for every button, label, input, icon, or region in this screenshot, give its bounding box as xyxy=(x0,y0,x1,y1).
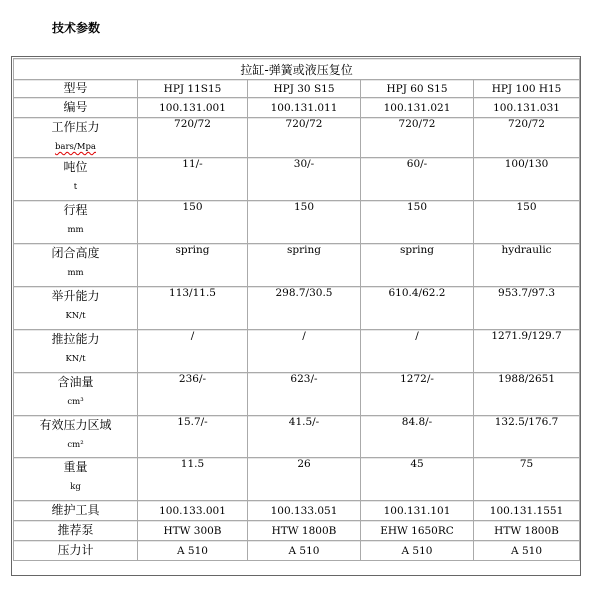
spec-sheet xyxy=(11,56,581,576)
row-label-cell xyxy=(14,373,138,416)
value-cell-col4: hydraulic xyxy=(474,244,580,287)
value-cell-col3: 720/72 xyxy=(361,118,474,158)
value-cell-col2: 100.131.011 xyxy=(248,98,361,118)
value-cell-col3: 610.4/62.2 xyxy=(361,287,474,330)
value-cell-col4: 1988/2651 xyxy=(474,373,580,416)
value-cell-col2: 30/- xyxy=(248,158,361,201)
spec-table-body xyxy=(14,59,580,561)
row-label-cell xyxy=(14,458,138,501)
table-row xyxy=(14,521,580,541)
row-label: 行程 xyxy=(63,203,88,217)
value-cell-col2: 150 xyxy=(248,201,361,244)
value-cell-col1: spring xyxy=(138,244,248,287)
value-cell-col1: 720/72 xyxy=(138,118,248,158)
value-cell-col1: HTW 300B xyxy=(138,521,248,541)
value-cell-col3: 45 xyxy=(361,458,474,501)
value-cell-col2: 100.133.051 xyxy=(248,501,361,521)
value-cell-col1: HPJ 11S15 xyxy=(138,80,248,98)
row-label-cell xyxy=(14,118,138,158)
table-row xyxy=(14,330,580,373)
row-label: 推荐泵 xyxy=(57,523,94,537)
value-cell-col2: 26 xyxy=(248,458,361,501)
row-label: 闭合高度 xyxy=(51,246,100,260)
value-cell-col3: 84.8/- xyxy=(361,416,474,458)
value-cell-col2: HTW 1800B xyxy=(248,521,361,541)
row-label: 含油量 xyxy=(57,375,94,389)
row-unit: kg xyxy=(70,482,81,492)
row-unit: KN/t xyxy=(65,311,86,321)
value-cell-col3: HPJ 60 S15 xyxy=(361,80,474,98)
table-row xyxy=(14,201,580,244)
value-cell-col2: / xyxy=(248,330,361,373)
value-cell-col3: 100.131.101 xyxy=(361,501,474,521)
row-label-cell xyxy=(14,201,138,244)
value-cell-col4: HPJ 100 H15 xyxy=(474,80,580,98)
value-cell-col1: A 510 xyxy=(138,541,248,561)
value-cell-col1: 15.7/- xyxy=(138,416,248,458)
value-cell-col1: / xyxy=(138,330,248,373)
value-cell-col4: 720/72 xyxy=(474,118,580,158)
row-label-cell xyxy=(14,501,138,521)
value-cell-col3: 1272/- xyxy=(361,373,474,416)
value-cell-col1: 11/- xyxy=(138,158,248,201)
row-label-cell xyxy=(14,80,138,98)
value-cell-col4: HTW 1800B xyxy=(474,521,580,541)
value-cell-col4: 75 xyxy=(474,458,580,501)
row-unit: mm xyxy=(67,225,84,235)
value-cell-col2: 41.5/- xyxy=(248,416,361,458)
row-label: 维护工具 xyxy=(51,503,100,517)
table-row xyxy=(14,98,580,118)
row-unit: mm xyxy=(67,268,84,278)
table-row xyxy=(14,244,580,287)
row-label: 推拉能力 xyxy=(51,332,100,346)
value-cell-col3: / xyxy=(361,330,474,373)
row-label: 型号 xyxy=(63,81,88,95)
row-label: 有效压力区域 xyxy=(39,418,112,432)
table-row xyxy=(14,158,580,201)
table-row xyxy=(14,416,580,458)
table-title: 拉缸-弹簧或液压复位 xyxy=(14,59,580,80)
value-cell-col4: 132.5/176.7 xyxy=(474,416,580,458)
value-cell-col4: 100.131.031 xyxy=(474,98,580,118)
value-cell-col1: 113/11.5 xyxy=(138,287,248,330)
row-unit: bars/Mpa xyxy=(54,142,96,152)
table-row xyxy=(14,373,580,416)
table-row xyxy=(14,501,580,521)
value-cell-col2: spring xyxy=(248,244,361,287)
value-cell-col3: 150 xyxy=(361,201,474,244)
value-cell-col3: 60/- xyxy=(361,158,474,201)
row-label-cell xyxy=(14,244,138,287)
value-cell-col4: A 510 xyxy=(474,541,580,561)
table-row xyxy=(14,458,580,501)
row-unit: KN/t xyxy=(65,354,86,364)
value-cell-col1: 100.133.001 xyxy=(138,501,248,521)
value-cell-col3: 100.131.021 xyxy=(361,98,474,118)
value-cell-col1: 11.5 xyxy=(138,458,248,501)
row-label-cell xyxy=(14,521,138,541)
value-cell-col2: HPJ 30 S15 xyxy=(248,80,361,98)
value-cell-col2: 298.7/30.5 xyxy=(248,287,361,330)
row-label-cell xyxy=(14,158,138,201)
value-cell-col3: A 510 xyxy=(361,541,474,561)
row-label: 工作压力 xyxy=(51,120,100,134)
value-cell-col2: 623/- xyxy=(248,373,361,416)
table-row xyxy=(14,541,580,561)
value-cell-col2: A 510 xyxy=(248,541,361,561)
row-label: 举升能力 xyxy=(51,289,100,303)
value-cell-col1: 150 xyxy=(138,201,248,244)
row-unit: t xyxy=(73,182,78,192)
value-cell-col4: 100/130 xyxy=(474,158,580,201)
table-row xyxy=(14,80,580,98)
row-label-cell xyxy=(14,287,138,330)
row-label-cell xyxy=(14,416,138,458)
row-label-cell xyxy=(14,330,138,373)
row-label: 重量 xyxy=(63,460,88,474)
value-cell-col3: EHW 1650RC xyxy=(361,521,474,541)
row-label: 吨位 xyxy=(63,160,88,174)
section-heading: 技术参数 xyxy=(52,21,101,35)
value-cell-col2: 720/72 xyxy=(248,118,361,158)
row-label-cell xyxy=(14,541,138,561)
value-cell-col3: spring xyxy=(361,244,474,287)
table-row xyxy=(14,118,580,158)
value-cell-col4: 100.131.1551 xyxy=(474,501,580,521)
value-cell-col4: 1271.9/129.7 xyxy=(474,330,580,373)
row-label: 压力计 xyxy=(57,543,94,557)
table-row xyxy=(14,287,580,330)
spec-table xyxy=(13,58,580,561)
row-label-cell xyxy=(14,98,138,118)
value-cell-col4: 150 xyxy=(474,201,580,244)
value-cell-col4: 953.7/97.3 xyxy=(474,287,580,330)
value-cell-col1: 236/- xyxy=(138,373,248,416)
row-unit: cm² xyxy=(67,440,84,450)
row-label: 编号 xyxy=(63,100,88,114)
row-unit: cm³ xyxy=(67,397,84,407)
value-cell-col1: 100.131.001 xyxy=(138,98,248,118)
table-title-row xyxy=(14,59,580,80)
